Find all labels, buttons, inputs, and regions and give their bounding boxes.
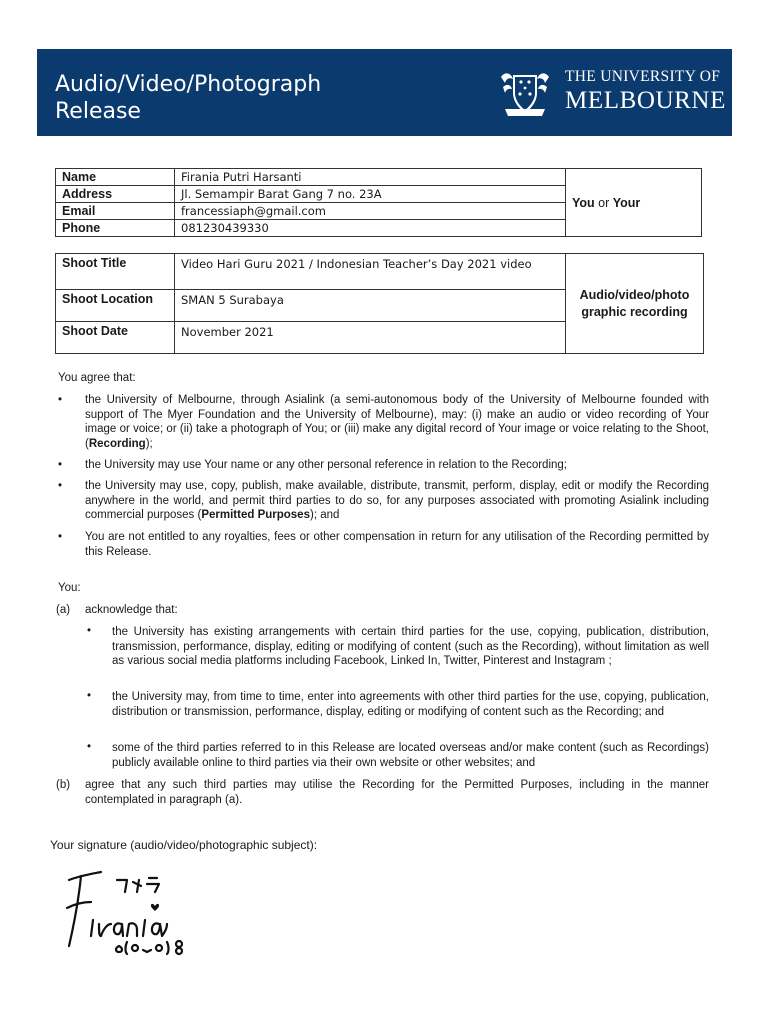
recording-label-line-2: graphic recording <box>581 304 688 319</box>
contact-details-table <box>55 168 702 237</box>
email-label: Email <box>56 203 175 220</box>
shoot-details-table <box>55 253 704 354</box>
bullet-end: ); <box>145 437 153 450</box>
bullet-marker: • <box>58 531 63 543</box>
shoot-date-label: Shoot Date <box>56 322 175 354</box>
email-value: francessiaph@gmail.com <box>175 203 566 220</box>
your-bold: Your <box>612 195 641 210</box>
bullet-marker: • <box>87 625 92 637</box>
shoot-title-value: Video Hari Guru 2021 / Indonesian Teacher’s Day 2021 video <box>175 254 566 290</box>
university-logo <box>497 67 726 119</box>
bullet-text: the University of Melbourne, through Asialink (a semi-autonomous body of the University of Melbourne founded with support of The Myer Foundation and the University of Melbourne), may: (i) make an audio or video recording of Your image or voice; or (ii) take a photograph of You; or (iii) make any digital record of Your image or voice relating to the Shoot, ( <box>85 394 709 450</box>
recording-label-line-1: Audio/video/photo <box>579 287 690 302</box>
name-label: Name <box>56 169 175 186</box>
bullet-marker: • <box>58 480 63 492</box>
shoot-title-label: Shoot Title <box>56 254 175 290</box>
phone-label: Phone <box>56 220 175 237</box>
recording-term: Recording <box>88 437 146 450</box>
phone-value: 081230439330 <box>175 220 566 237</box>
address-label: Address <box>56 186 175 203</box>
address-value: Jl. Semampir Barat Gang 7 no. 23A <box>175 186 566 203</box>
bullet-end: ); and <box>309 509 340 521</box>
title-line-1: Audio/Video/Photograph <box>55 72 322 97</box>
clause-a-sub-1: the University has existing arrangements with certain third parties for the use, copying, publication, distribution, transmission, performance, display, editing or modifying of content (such as the Recording), without limitation as well as various social media platforms including Facebook, Linked In, Twitter, Pinterest and Instagram ; <box>112 626 709 667</box>
shoot-date-value: November 2021 <box>175 322 566 354</box>
name-value: Firania Putri Harsanti <box>175 169 566 186</box>
you-bold: You <box>572 195 595 210</box>
signature-label: Your signature (audio/video/photographic subject): <box>50 838 318 852</box>
shoot-location-label: Shoot Location <box>56 290 175 322</box>
recording-cell <box>566 254 704 354</box>
clause-a-sub-2: the University may, from time to time, enter into agreements with other third parties for the use, copying, publication, distribution or transmission, performance, display, editing or modifying of content such as the Recording; and <box>112 691 709 718</box>
clause-a-sub-3: some of the third parties referred to in this Release are located overseas and/or make content (such as Recordings) publicly available online to third parties via their own website or other websites; and <box>112 742 709 769</box>
document-header <box>37 49 732 136</box>
you-intro: You: <box>58 582 81 594</box>
agree-intro: You agree that: <box>58 372 136 384</box>
you-or: or <box>594 195 613 210</box>
handwritten-signature <box>55 862 205 957</box>
university-crest-icon <box>497 67 553 119</box>
permitted-purposes-term: Permitted Purposes <box>201 509 310 521</box>
name-row <box>56 169 702 186</box>
agree-bullet-recording <box>85 393 709 451</box>
university-name-line-1: THE UNIVERSITY OF <box>565 68 721 85</box>
clause-b-label: (b) <box>56 779 71 791</box>
bullet-marker: • <box>87 741 92 753</box>
shoot-location-value: SMAN 5 Surabaya <box>175 290 566 322</box>
agree-bullet-royalties: You are not entitled to any royalties, fees or other compensation in return for any utilisation of the Recording permitted by this Release. <box>85 531 709 558</box>
document-title <box>55 71 321 125</box>
bullet-marker: • <box>87 690 92 702</box>
you-cell <box>566 169 702 237</box>
bullet-text: the University may use, copy, publish, make available, distribute, transmit, perform, display, edit or modify the Recording anywhere in the world, and permit third parties to do so, for any purposes associated with promoting Asialink including commercial purposes ( <box>85 480 709 521</box>
bullet-marker: • <box>58 394 63 406</box>
title-line-2: Release <box>55 99 141 124</box>
clause-b-text: agree that any such third parties may utilise the Recording for the Permitted Purposes, including in the manner contemplated in paragraph (a). <box>85 779 709 806</box>
agree-bullet-name: the University may use Your name or any other personal reference in relation to the Recording; <box>85 459 567 471</box>
university-name-line-2: MELBOURNE <box>565 87 726 114</box>
clause-a-text: acknowledge that: <box>85 604 178 616</box>
bullet-marker: • <box>58 459 63 471</box>
shoot-title-row <box>56 254 704 290</box>
agree-bullet-use <box>85 479 709 523</box>
clause-a-label: (a) <box>56 604 71 616</box>
